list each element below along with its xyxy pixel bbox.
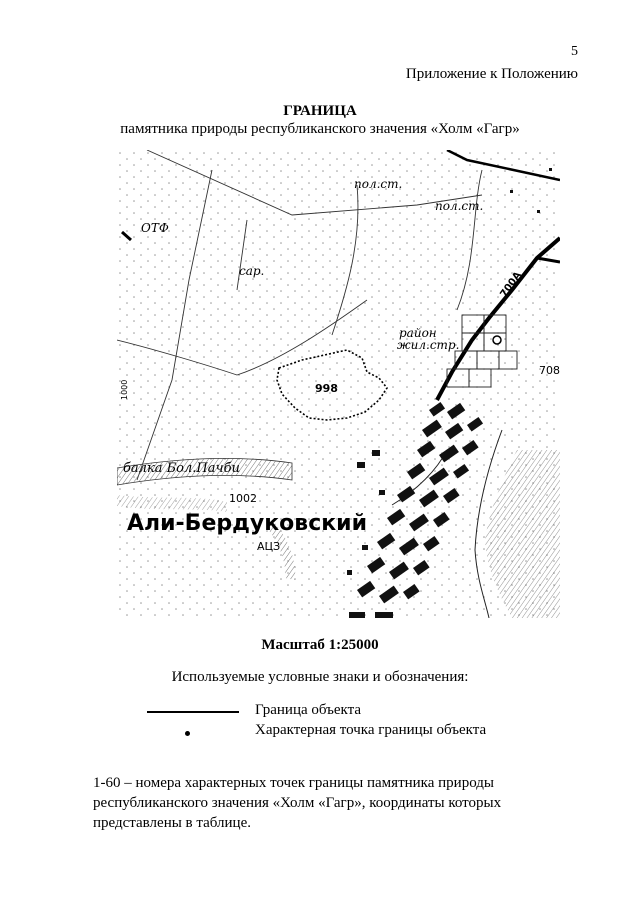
label-code: АЦЗ <box>257 540 281 553</box>
legend-point-dot <box>185 731 190 736</box>
document-subtitle: памятника природы республиканского значения «Холм «Гагр» <box>120 121 520 137</box>
appendix-caption: Приложение к Положению <box>405 66 578 82</box>
map-scale: Масштаб 1:25000 <box>261 637 379 653</box>
document-title: ГРАНИЦА <box>283 103 357 119</box>
legend-boundary-line <box>147 711 239 713</box>
label-pol-st-1: пол.ст. <box>354 177 403 191</box>
label-settlement: Али-Бердуковский <box>127 511 368 536</box>
page-number: 5 <box>571 44 578 59</box>
label-sar: сар. <box>239 264 265 278</box>
label-elevation-1002: 1002 <box>229 492 257 505</box>
label-zhil-str: жил.стр. <box>397 338 460 352</box>
points-note: 1-60 – номера характерных точек границы памятника природы республиканского значения «Холм «Гагр», координаты которых представлены в таблице. <box>93 775 502 831</box>
legend-point-label: Характерная точка границы объекта <box>255 722 487 738</box>
label-side-num: 1000 <box>120 379 129 400</box>
label-margin-num: 708 <box>539 364 560 377</box>
label-pol-st-2: пол.ст. <box>435 199 484 213</box>
label-elevation-998: 998 <box>315 382 338 395</box>
label-balka: балка Бол.Пачби <box>123 461 240 476</box>
legend-title: Используемые условные знаки и обозначения: <box>171 669 469 685</box>
topographic-map <box>117 150 560 618</box>
legend-boundary-label: Граница объекта <box>255 702 362 718</box>
label-rayon: район <box>399 326 437 340</box>
label-otf: ОТФ <box>141 221 169 235</box>
label-road: 700А <box>498 269 524 300</box>
